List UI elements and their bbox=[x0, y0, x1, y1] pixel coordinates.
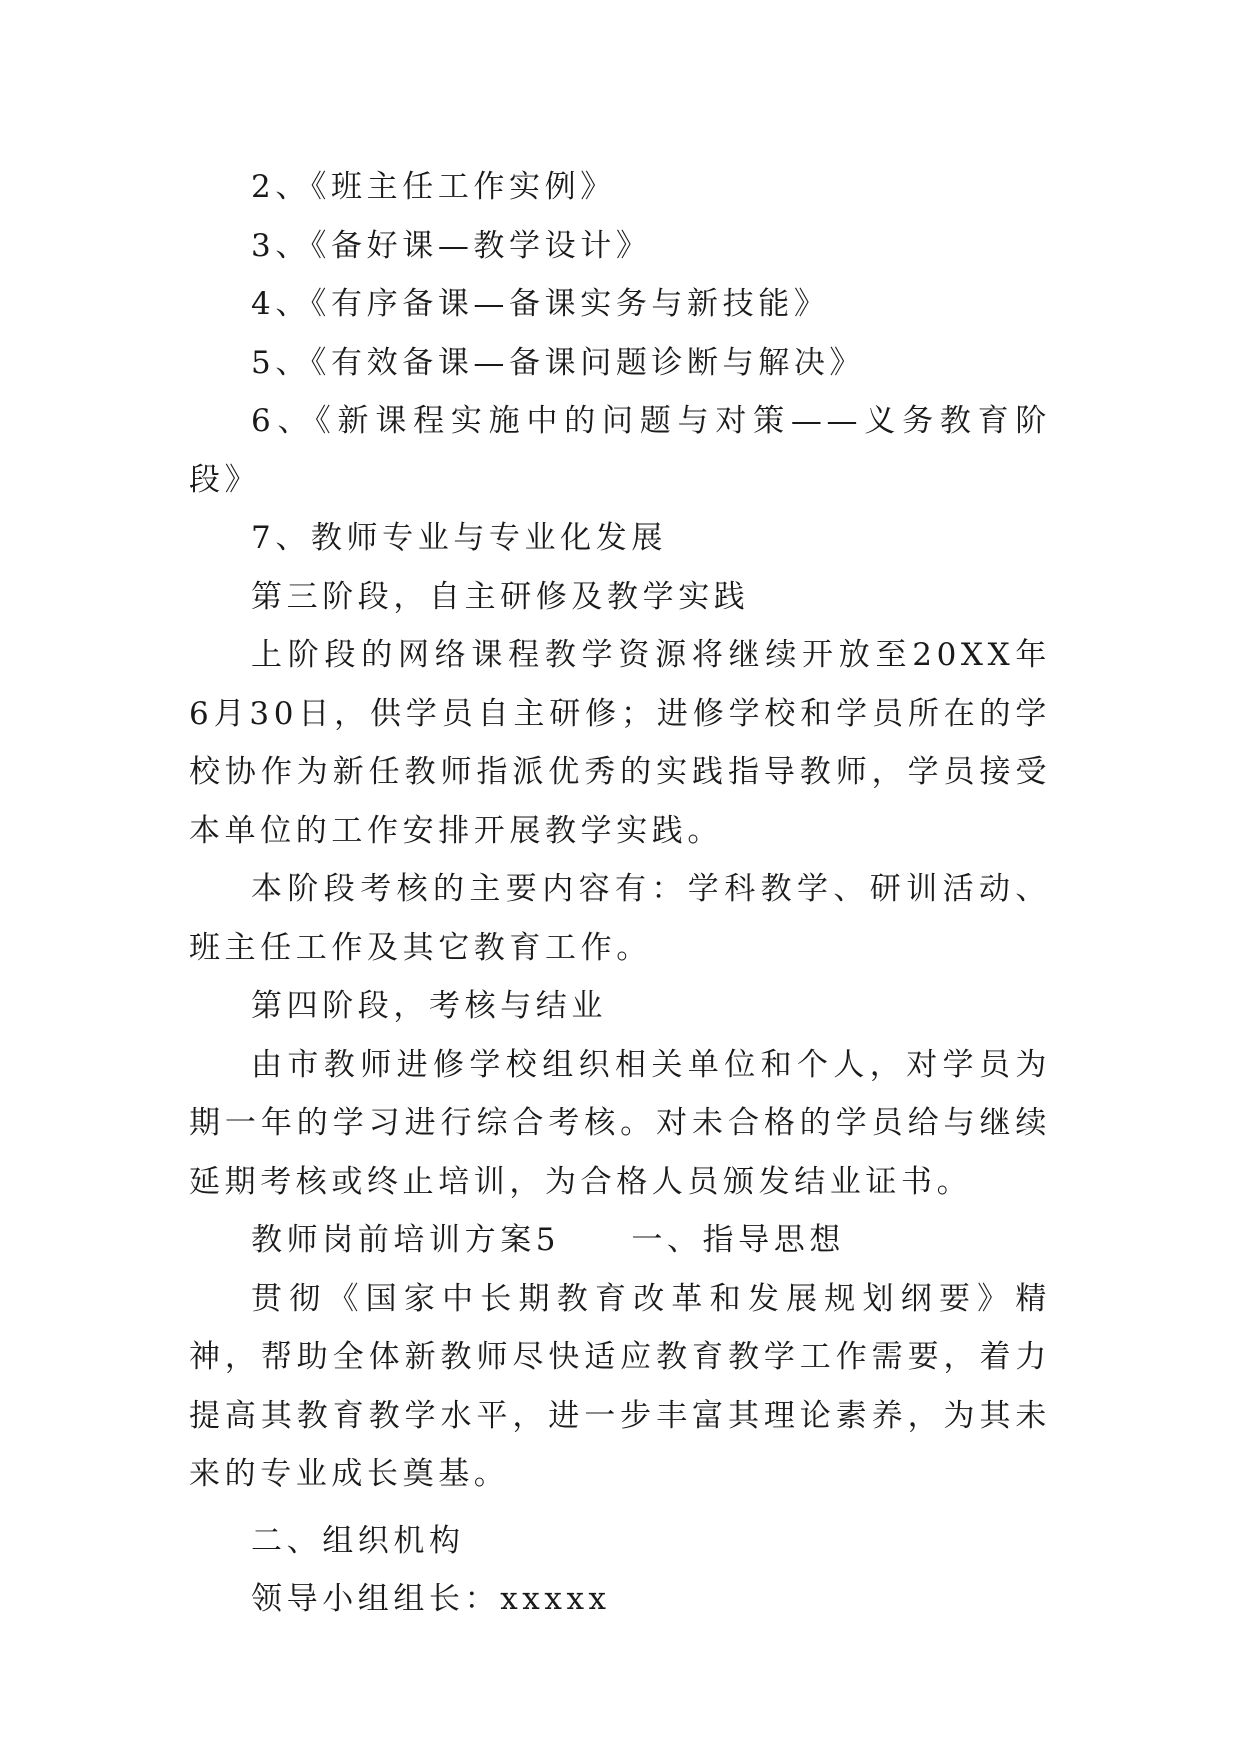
list-item-lesson-design: 3、《备好课—教学设计》 bbox=[251, 227, 652, 264]
paragraph-stage-three-description: 上阶段的网络课程教学资源将继续开放至20XX年6月30日，供学员自主研修；进修学校和学员所在的学校协作为新任教师指派优秀的实践指导教师，学员接受本单位的工作安排开展教学实践。 bbox=[189, 637, 1051, 849]
list-item-teacher-professional-development: 7、教师专业与专业化发展 bbox=[251, 520, 667, 556]
document-body bbox=[189, 158, 1051, 1629]
paragraph-guiding-ideology: 贯彻《国家中长期教育改革和发展规划纲要》精神，帮助全体新教师尽快适应教育教学工作需要，着力提高其教育教学水平，进一步丰富其理论素养，为其未来的专业成长奠基。 bbox=[189, 1280, 1051, 1492]
paragraph-stage-four-description: 由市教师进修学校组织相关单位和个人，对学员为期一年的学习进行综合考核。对未合格的学员给与继续延期考核或终止培训，为合格人员颁发结业证书。 bbox=[189, 1046, 1051, 1200]
section-heading-stage-four: 第四阶段，考核与结业 bbox=[251, 988, 607, 1024]
section-heading-organization: 二、组织机构 bbox=[251, 1522, 465, 1559]
list-item-orderly-lesson-prep: 4、《有序备课—备课实务与新技能》 bbox=[251, 286, 830, 322]
paragraph-stage-three-assessment: 本阶段考核的主要内容有：学科教学、研训活动、班主任工作及其它教育工作。 bbox=[189, 871, 1051, 966]
section-heading-plan-5-guiding-ideology: 教师岗前培训方案5 一、指导思想 bbox=[251, 1222, 845, 1258]
paragraph-spacer bbox=[189, 1504, 1051, 1512]
list-item-effective-lesson-prep: 5、《有效备课—备课问题诊断与解决》 bbox=[251, 344, 866, 381]
list-item-new-curriculum: 6、《新课程实施中的问题与对策——义务教育阶段》 bbox=[189, 403, 1051, 498]
list-item-class-teacher-cases: 2、《班主任工作实例》 bbox=[251, 169, 616, 205]
section-heading-stage-three: 第三阶段，自主研修及教学实践 bbox=[251, 578, 750, 615]
paragraph-leadership-group-head: 领导小组组长：xxxxx bbox=[251, 1581, 611, 1617]
